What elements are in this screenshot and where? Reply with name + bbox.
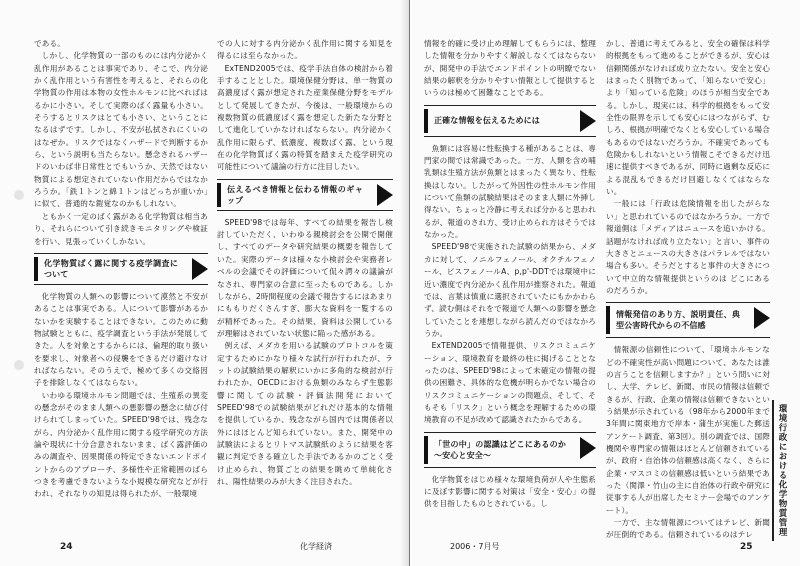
arrow-icon — [580, 110, 596, 132]
section-heading — [606, 302, 770, 338]
section-heading-text: 「世の中」の認識はどこにあるのか ～安心と安全～ — [434, 439, 566, 460]
issue-date: 2006・7月号 — [450, 542, 500, 551]
section-side-tab: 環境行政における化学物質管理 — [772, 400, 790, 541]
paragraph: ともかく一定のばく露がある化学物質は相当あり、それらについて引き続きモニタリングや検証を行い、見張っていくしかない。 — [34, 211, 208, 246]
section-heading-text: 伝えるべき情報と伝わる情報のギャップ — [227, 184, 363, 205]
paragraph: かし、普通に考えてみると、安全の確保は科学的根拠をもって進めることができるが、安心は信頼関係がなければ成り立たない。安全と安心はまったく別物であって、「知らないで安心」より「知っている危険」のほうが相当安全である。しかし、現実には、科学的根拠をもって安全性の限界を示しても安心にはつながらず、むしろ、根拠が明確でなくとも安心している場合もあるのではないだろうか。不確実であっても危険かもしれないという情報こそできるだけ迅速に提供すべきであるが、同時に過剰な反応による混乱もできるだけ回避しなくてはならない。 — [606, 39, 770, 197]
paragraph: 情報源の信頼性について、「環境ホルモンなどの不確実性が高い問題について、あなたは誰の言うことを信頼しますか？」という問いに対し、大学、テレビ、新聞、市民の情報は信頼できるが、行政、企業の情報は信頼できないという結果が示されている（98年から2000年まで3年間に関東地方で岸本・蒲生が実施した郵送アンケート調査、第3回）。別の調査では、国際機関や専門家の情報はほとんど信頼されているが、政府・自治体の信頼感は高くなく、さらに企業・マスコミの信頼感は低いという結果であった（関澤・竹山の主に自治体の行政や研究に従事する人が出席したセミナー会場でのアンケート）。 — [606, 345, 770, 515]
section-heading — [217, 179, 393, 211]
journal-name: 化学経済 — [300, 542, 332, 551]
arrow-icon — [377, 184, 393, 206]
left-column-1 — [34, 38, 208, 501]
section-heading-text: 情報発信のあり方、説明責任、典型公害時代からの不信感 — [616, 310, 740, 331]
paragraph: での人に対する内分泌かく乱作用に関する知見を得るには至らなかった。 — [217, 39, 393, 61]
paragraph: 化学物質の人類への影響について漠然と不安があることは事実である。人について影響があるかないかを実験することはできない。このために動物試験とともに、疫学調査という手法が発展してきた。人を対象とするからには、倫理的取り扱いを要求し、対象者への侵襲をできるだけ避けなければならない。そのうえで、極めて多くの交絡因子を排除しなくてはならない。 — [34, 291, 208, 388]
paragraph: 一般には「行政は危険情報を出したがらない」と思われているのではなかろうか。一方で報道側は「メディアはニュースを追いかける。話題がなければ成り立たない」と言い、事件の大きさとニュースの大きさはパラレルではない場合も多い。そうだとすると事件の大きさについて中立的な情報提供というのは どこにあるのだろうか。 — [606, 199, 770, 295]
paragraph: 例えば、メダカを用いる試験のプロトコルを策定するためにかなり様々な試行が行われたが、ラットの試験結果の解釈にいかに多角的な検討が行われたか、OECDにおける魚類のみならず生態影響に関しての試験・評価法開発において SPEED'98での試験結果がどれだけ基本的な情報を提供しているか、残念ながら国内では関係者以外にはほとんど知られていない。また、開発中の試験法によるとリトマス試験紙のように結果を客観に判定できる確立した手法であるかのごとく受け止められ、物質ごとの結果を眺めて単純化され、陽性結果のみが大きく注目された。 — [217, 341, 393, 486]
binding-hole — [14, 190, 24, 200]
paragraph: 一方で、主な情報源についてはテレビ、新聞が圧倒的である。信頼されているのはテレ — [606, 518, 770, 540]
paragraph: ExTEND2005では、疫学手法自体の検討から着手することとした。環境保健分野は、単一物質の高濃度ばく露が想定された産業保健分野をモデルとして発展してきたが、今後は、一般環境からの複数物質の低濃度ばく露を想定した新たな分野として進化していかなければならない。内分泌かく乱作用に限らず、低濃度、複数ばく露、という現在の化学物質ばく露の特質を踏まえた疫学研究の可能性について議論の行方に注目したい。 — [217, 63, 393, 172]
section-heading — [424, 105, 596, 137]
paragraph: 魚類には容易に性転換する種があることは、専門家の間では常識であった。一方、人類を含め哺乳類は生殖方法が魚類とはまったく異なり、性転換はしない。したがって外因性の性ホルモン作用について魚類の試験結果はそのまま人類に外挿し得ない。ちょっと冷静に考えれば分かると思われるが、報道のされ方、受け止められ方はそうではなかった。 — [424, 143, 596, 240]
right-column-1 — [424, 38, 596, 511]
binding-hole — [14, 360, 24, 370]
section-heading — [34, 253, 208, 285]
paragraph: いわゆる環境ホルモン問題では、生殖系の異変の懸念がそのまま人類への悪影響の懸念に結び付けられてしまっていた。SPEED'98では、残念ながら、内分泌かく乱作用に関する疫学研究の方法論や現状に十分合意されないまま、ばく露評価のみの調査や、因果関係の特定できないエンドポイントからのアプローチ、多様性や正常範囲のばらつきを考慮できないような小規模な研究などが行われ、それなりの知見は得られたが、一般環境 — [34, 390, 208, 499]
section-heading — [424, 432, 596, 468]
page-number: 24 — [60, 542, 73, 552]
paragraph: しかし、化学物質の一部のものには内分泌かく乱作用があることは事実であり、そこで、内分泌かく乱作用という有害性を考えると、それらの化学物質の作用は本物の女性ホルモンに比べればはるかに小さい。そして実際のばく露量も小さい。そうするとリスクはとても小さい、ということになるはずです。しかし、不安が払拭されにくいのはなぜか。リスクではなくハザードで判断するから、という説明も当たらない。懸念されるハザードのいわば非日常性とでもいうか、天然ではない物質による想定されていない作用だからではなかろうか。「鉄１トンと綿１トンはどっちが重いか」に似て、普通的な鎧覚なのかもしれない。 — [34, 51, 208, 209]
paragraph: ExTEND2005で情報提供、リスクコミュニケーション、環境教育を最終の柱に掲げることとなったのは、SPEED'98によって未確定の情報の提供の困難さ、具体的な危機が明らかでない場合のリスクコミュニケーションの問題点、そして、そもそも「リスク」という概念を理解するための環境教育の不足が改めて認識されたからである。 — [424, 341, 596, 425]
paragraph: SPEED'98では毎年、すべての結果を報告し検討していただく、いわゆる親検討会を公開で開催し、すべてのデータや研究結果の概要を報告していた。実際のデータは様々な小検討会や実務者レベルの会議でその評価について侃々諤々の議論がなされ、専門家の合意に至ったものである。しかしながら、2時間程度の会議で報告するにはあまりにももりだくさんすぎ、膨大な資料を一覧するのが精杯であった。その結果、資料は公開しているが理解はされていない状態に陥った感がある。 — [217, 217, 393, 338]
arrow-icon — [580, 437, 596, 459]
right-column-2 — [606, 38, 770, 542]
section-heading-text: 化学物質ばく露に関する疫学調査について — [44, 258, 178, 279]
arrow-icon — [754, 307, 770, 329]
right-page — [410, 0, 800, 566]
arrow-icon — [192, 258, 208, 280]
left-column-2 — [217, 38, 393, 488]
section-heading-text: 正確な情報を伝えるためには — [434, 116, 540, 126]
paragraph: 情報を的確に受け止め理解してもらうには、整理した情報を分かりやすく解説しなくてはならないが、開発中の手法でエンドポイントの明瞭でない結果の解釈を分かりやすい情報として提供するというのは極めて困難なことである。 — [424, 39, 596, 98]
paragraph: SPEED'98で実施された試験の結果から、メダカに対して、ノニルフェノール、オクチルフェノール、ビスフェノールA、p,p'-DDTでは環境中に近い濃度で内分泌かく乱作用が推察された。報道では、言葉は慎重に選択されていたにもかかわらず、読む側はそれをで報道で人類への影響を懸念していたことを連想しながら読んだのではなかろうか。 — [424, 242, 596, 338]
paragraph: である。 — [34, 39, 65, 48]
page-number: 25 — [740, 542, 753, 552]
paragraph: 化学物質をはじめ様々な環境負荷が人や生態系に及ぼす影響に関する対策は「安全・安心」の提供を目指したものとされている。し — [424, 474, 596, 509]
